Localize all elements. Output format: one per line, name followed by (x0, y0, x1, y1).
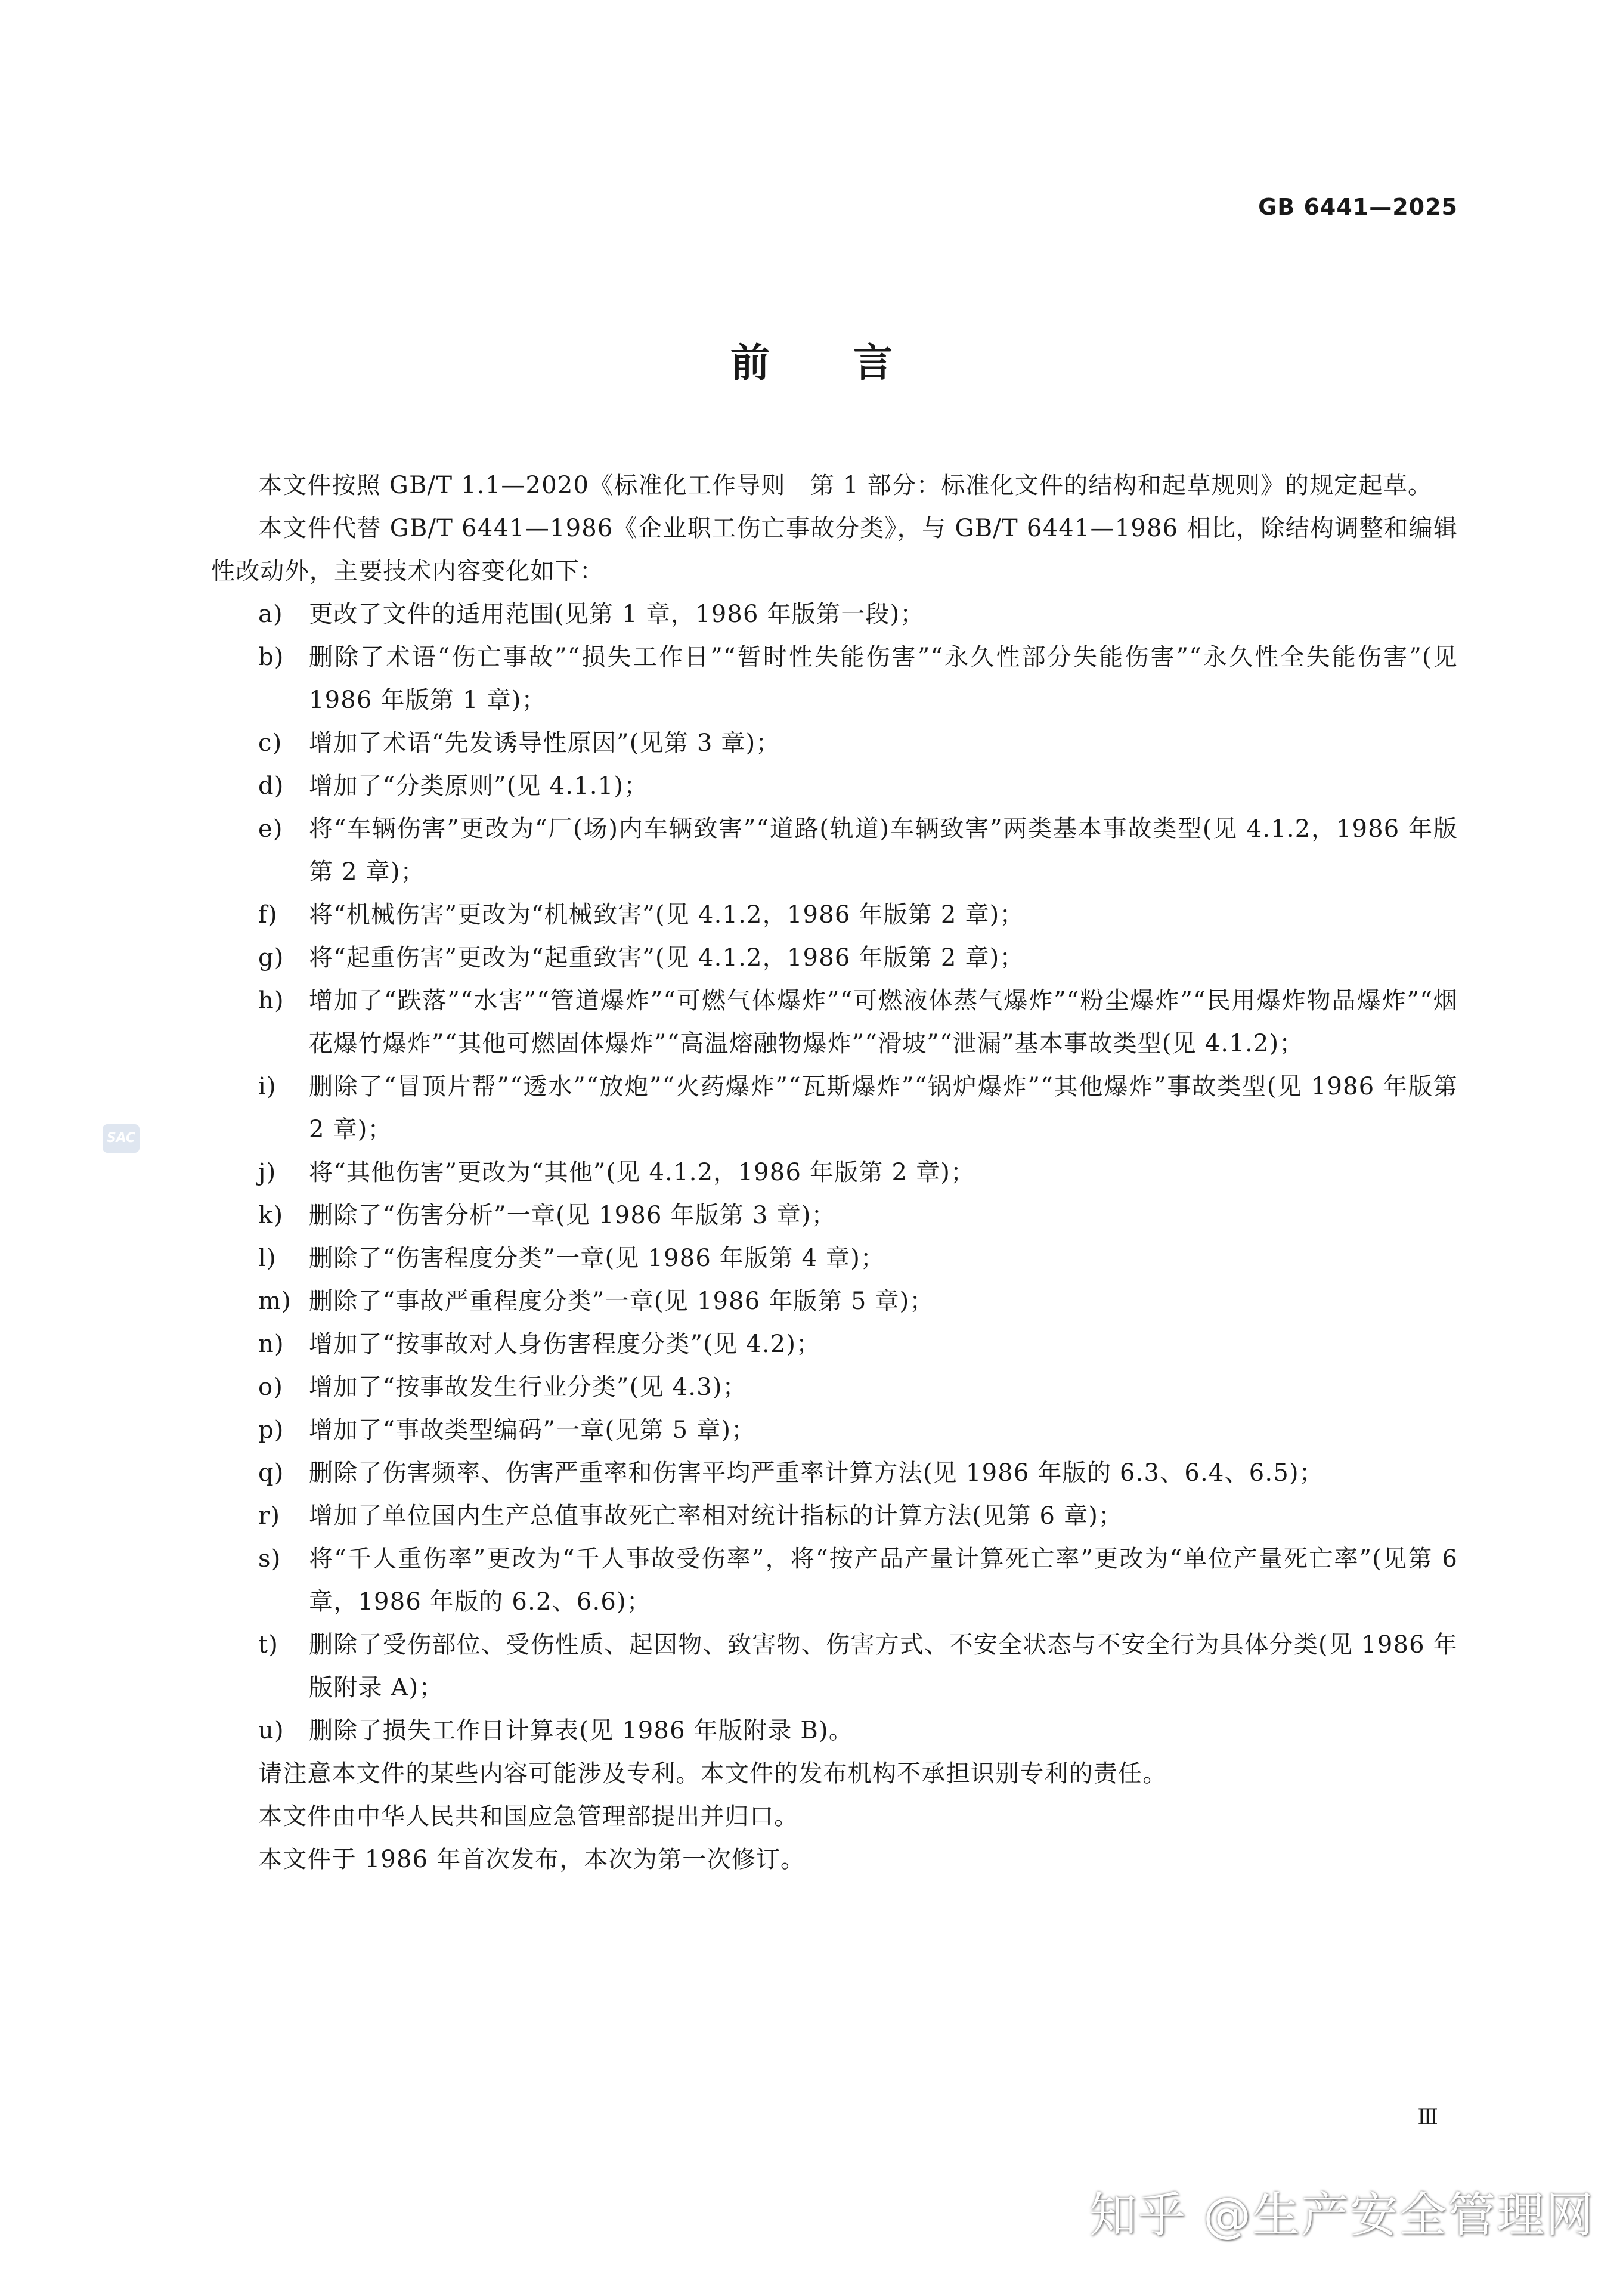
list-item-text: 删除了术语“伤亡事故”“损失工作日”“暂时性失能伤害”“永久性部分失能伤害”“永久性全失能伤害”(见 1986 年版第 1 章)； (309, 643, 1458, 714)
intro-paragraph: 本文件按照 GB/T 1.1—2020《标准化工作导则 第 1 部分：标准化文件的结构和起草规则》的规定起草。 (258, 472, 1433, 499)
list-item-text: 将“其他伤害”更改为“其他”(见 4.1.2，1986 年版第 2 章)； (309, 1159, 975, 1186)
page-title: 前言 (730, 340, 976, 386)
list-item (211, 1194, 1458, 1237)
list-item-text: 将“车辆伤害”更改为“厂(场)内车辆致害”“道路(轨道)车辆致害”两类基本事故类型(见 4.1.2，1986 年版第 2 章)； (309, 815, 1458, 886)
list-marker: g) (258, 944, 284, 971)
list-item (211, 1280, 1458, 1323)
list-item-text: 删除了“伤害程度分类”一章(见 1986 年版第 4 章)； (309, 1245, 885, 1272)
list-item (211, 1623, 1458, 1709)
list-marker: t) (258, 1631, 279, 1658)
list-marker: q) (258, 1459, 284, 1487)
list-item-text: 增加了“按事故发生行业分类”(见 4.3)； (309, 1373, 747, 1401)
list-marker: m) (258, 1288, 292, 1315)
list-item-text: 增加了“分类原则”(见 4.1.1)； (309, 772, 649, 800)
list-marker: h) (258, 987, 284, 1014)
list-item-text: 删除了“冒顶片帮”“透水”“放炮”“火药爆炸”“瓦斯爆炸”“锅炉爆炸”“其他爆炸”事故类型(见 1986 年版第 2 章)； (309, 1073, 1458, 1143)
list-item (211, 893, 1458, 936)
list-item-text: 增加了术语“先发诱导性原因”(见第 3 章)； (309, 729, 780, 757)
list-marker: a) (258, 601, 283, 628)
list-item (211, 1065, 1458, 1151)
list-marker: k) (258, 1202, 284, 1229)
sac-logo: SAC (103, 1124, 140, 1153)
list-item-text: 删除了受伤部位、受伤性质、起因物、致害物、伤害方式、不安全状态与不安全行为具体分类(见 1986 年版附录 A)； (309, 1631, 1458, 1701)
list-item-text: 将“起重伤害”更改为“起重致害”(见 4.1.2，1986 年版第 2 章)； (309, 944, 1024, 971)
list-marker: n) (258, 1330, 284, 1358)
list-item (211, 1151, 1458, 1194)
list-item (211, 1409, 1458, 1452)
list-item (211, 722, 1458, 765)
list-item (211, 807, 1458, 893)
list-item (211, 593, 1458, 636)
changes-list (211, 593, 1458, 1752)
list-item-text: 增加了“事故类型编码”一章(见第 5 章)； (309, 1416, 756, 1444)
document-body (211, 464, 1458, 1881)
list-item-text: 增加了单位国内生产总值事故死亡率相对统计指标的计算方法(见第 6 章)； (309, 1502, 1123, 1530)
list-item (211, 636, 1458, 722)
list-item-text: 增加了“按事故对人身伤害程度分类”(见 4.2)； (309, 1330, 821, 1358)
list-item (211, 1494, 1458, 1537)
list-item (211, 1237, 1458, 1280)
list-item-text: 删除了“事故严重程度分类”一章(见 1986 年版第 5 章)； (309, 1288, 934, 1315)
watermark: 知乎 @生产安全管理网 (1089, 2187, 1594, 2243)
list-marker: r) (258, 1502, 281, 1530)
list-item (211, 1709, 1458, 1752)
list-marker: c) (258, 729, 283, 757)
list-marker: f) (258, 901, 278, 929)
list-marker: e) (258, 815, 283, 843)
list-marker: b) (258, 643, 284, 671)
list-marker: p) (258, 1416, 284, 1444)
page-number: Ⅲ (1417, 2105, 1438, 2130)
list-item (211, 979, 1458, 1065)
list-marker: j) (258, 1159, 277, 1186)
list-item-text: 更改了文件的适用范围(见第 1 章，1986 年版第一段)； (309, 601, 925, 628)
list-marker: d) (258, 772, 284, 800)
list-item (211, 936, 1458, 979)
list-item-text: 将“机械伤害”更改为“机械致害”(见 4.1.2，1986 年版第 2 章)； (309, 901, 1024, 929)
list-marker: u) (258, 1717, 284, 1744)
list-item-text: 删除了损失工作日计算表(见 1986 年版附录 B)。 (309, 1717, 853, 1744)
list-marker: o) (258, 1373, 284, 1401)
list-item-text: 删除了“伤害分析”一章(见 1986 年版第 3 章)； (309, 1202, 836, 1229)
patent-notice-paragraph: 请注意本文件的某些内容可能涉及专利。本文件的发布机构不承担识别专利的责任。 (258, 1760, 1167, 1787)
list-marker: l) (258, 1245, 277, 1272)
standard-code: GB 6441—2025 (1258, 194, 1458, 220)
list-item (211, 1452, 1458, 1494)
list-item-text: 删除了伤害频率、伤害严重率和伤害平均严重率计算方法(见 1986 年版的 6.3、6.4、6.5)； (309, 1459, 1324, 1487)
replacement-paragraph: 本文件代替 GB/T 6441—1986《企业职工伤亡事故分类》，与 GB/T 6441—1986 相比，除结构调整和编辑性改动外，主要技术内容变化如下： (211, 515, 1458, 585)
list-item (211, 1323, 1458, 1366)
list-item-text: 将“千人重伤率”更改为“千人事故受伤率”，将“按产品产量计算死亡率”更改为“单位产量死亡率”(见第 6 章，1986 年版的 6.2、6.6)； (309, 1545, 1458, 1616)
list-item (211, 1366, 1458, 1409)
list-item-text: 增加了“跌落”“水害”“管道爆炸”“可燃气体爆炸”“可燃液体蒸气爆炸”“粉尘爆炸”“民用爆炸物品爆炸”“烟花爆竹爆炸”“其他可燃固体爆炸”“高温熔融物爆炸”“滑坡”“泄漏”基本事故类型(见 4.1.2)； (309, 987, 1458, 1057)
list-marker: i) (258, 1073, 277, 1100)
proposer-paragraph: 本文件由中华人民共和国应急管理部提出并归口。 (258, 1803, 799, 1830)
list-item (211, 765, 1458, 807)
history-paragraph: 本文件于 1986 年首次发布，本次为第一次修订。 (258, 1846, 806, 1873)
list-item (211, 1537, 1458, 1623)
list-marker: s) (258, 1545, 281, 1573)
